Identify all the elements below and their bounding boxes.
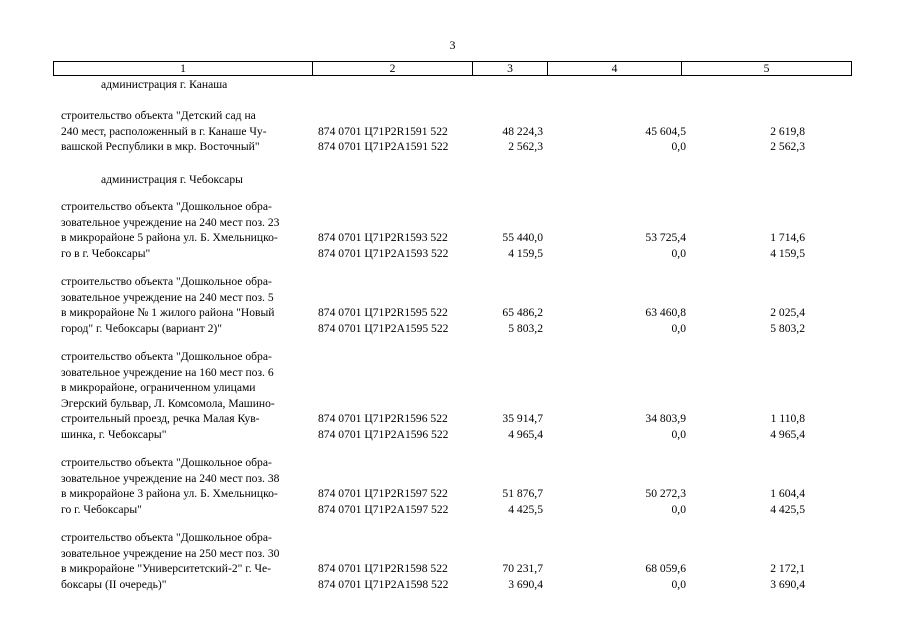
budget-code: 874 0701 Ц71Р2А1597 522 [318,502,449,516]
total-value: 65 486,2 [502,306,543,320]
row-label: строительство объекта "Детский сад на 240 мест, расположенный в г. Канаше Чу- вашской Республики в мкр. Восточный" [61,109,267,154]
total-value: 2 562,3 [508,140,543,154]
budget-code: 874 0701 Ц71Р2R1591 522 [318,124,448,138]
column-5-value: 5 803,2 [770,321,805,335]
column-number-header [53,61,852,76]
column-5-value: 2 562,3 [770,140,805,154]
group-heading [53,77,851,92]
column-5-value: 2 172,1 [770,562,805,576]
column-5-value: 2 619,8 [770,124,805,138]
column-5-value: 4 159,5 [770,246,805,260]
row-label: строительство объекта "Дошкольное обра- зовательное учреждение на 240 мест поз. 38 в микрорайоне 3 района ул. Б. Хмельницко- го г. Чебоксары" [61,456,280,516]
table-row [53,274,851,337]
column-4-value: 53 725,4 [645,231,686,245]
column-5-value: 1 604,4 [770,487,805,501]
table-row [53,199,851,262]
budget-code: 874 0701 Ц71Р2А1596 522 [318,428,449,441]
total-value: 4 425,5 [508,502,543,516]
total-value: 48 224,3 [502,124,543,138]
column-4-value: 0,0 [671,577,686,591]
total-value: 51 876,7 [502,487,543,501]
budget-code: 874 0701 Ц71Р2А1591 522 [318,140,449,154]
budget-code: 874 0701 Ц71Р2А1595 522 [318,321,449,335]
table-row [53,349,851,443]
budget-code: 874 0701 Ц71Р2R1597 522 [318,487,448,501]
group-label: администрация г. Канаша [101,78,228,91]
column-5-value: 4 965,4 [770,428,805,441]
column-4-value: 0,0 [671,246,686,260]
row-label: строительство объекта "Дошкольное обра- зовательное учреждение на 250 мест поз. 30 в микрорайоне "Университетский-2" г. Че- боксары (II очередь)" [61,531,280,591]
column-4-value: 0,0 [671,140,686,154]
column-5-value: 3 690,4 [770,577,805,591]
column-4-value: 0,0 [671,502,686,516]
column-header: 5 [682,62,852,76]
total-value: 5 803,2 [508,321,543,335]
row-label: строительство объекта "Дошкольное обра- зовательное учреждение на 160 мест поз. 6 в микрорайоне, ограниченном улицами Эгерский бульвар, Л. Комсомола, Машино- строительный проезд, речка Малая Кув- шинка, г. Чебоксары" [61,350,275,441]
total-value: 55 440,0 [502,231,543,245]
group-heading [53,172,851,187]
column-5-value: 1 110,8 [770,412,805,426]
column-4-value: 0,0 [671,321,686,335]
row-label: строительство объекта "Дошкольное обра- зовательное учреждение на 240 мест поз. 5 в микрорайоне № 1 жилого района "Новый город" г. Чебоксары (вариант 2)" [61,275,275,335]
column-4-value: 45 604,5 [645,124,686,138]
total-value: 3 690,4 [508,577,543,591]
column-header: 1 [54,62,313,76]
column-4-value: 0,0 [671,428,686,441]
budget-code: 874 0701 Ц71Р2А1598 522 [318,577,449,591]
table-row [53,455,851,518]
column-4-value: 63 460,8 [645,306,686,320]
column-5-value: 2 025,4 [770,306,805,320]
column-header: 4 [548,62,682,76]
total-value: 70 231,7 [502,562,543,576]
total-value: 35 914,7 [502,412,543,426]
document-body [53,77,851,593]
budget-code: 874 0701 Ц71Р2R1598 522 [318,562,448,576]
table-row [53,530,851,593]
total-value: 4 965,4 [508,428,543,441]
budget-code: 874 0701 Ц71Р2R1593 522 [318,231,448,245]
total-value: 4 159,5 [508,246,543,260]
table-row [53,108,851,155]
column-4-value: 34 803,9 [645,412,686,426]
column-header: 3 [473,62,548,76]
header-row [54,62,852,76]
column-5-value: 4 425,5 [770,502,805,516]
budget-code: 874 0701 Ц71Р2R1596 522 [318,412,448,426]
column-header: 2 [313,62,473,76]
budget-code: 874 0701 Ц71Р2R1595 522 [318,306,448,320]
column-4-value: 50 272,3 [645,487,686,501]
budget-code: 874 0701 Ц71Р2А1593 522 [318,246,449,260]
group-label: администрация г. Чебоксары [101,173,243,186]
page-number: 3 [449,38,456,52]
column-5-value: 1 714,6 [770,231,805,245]
column-4-value: 68 059,6 [645,562,686,576]
row-label: строительство объекта "Дошкольное обра- зовательное учреждение на 240 мест поз. 23 в микрорайоне 5 района ул. Б. Хмельницко- го в г. Чебоксары" [61,200,280,260]
